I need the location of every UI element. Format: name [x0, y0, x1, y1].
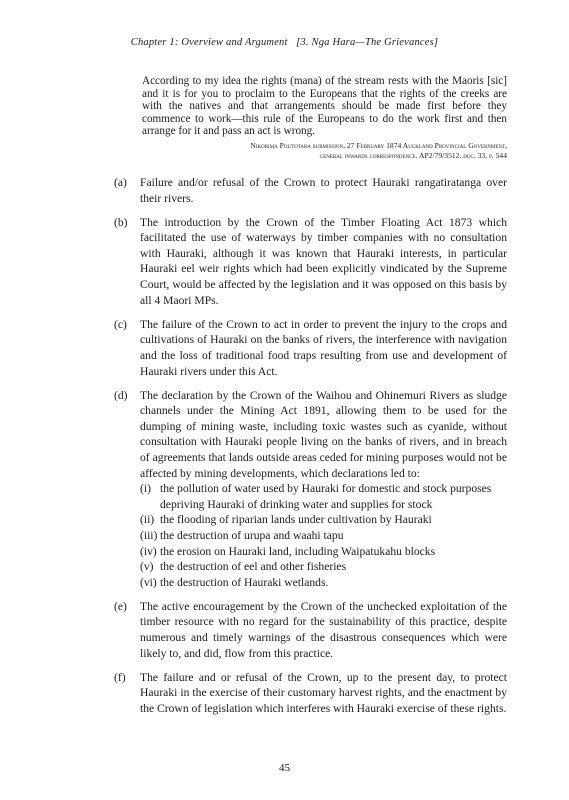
citation-line-2: general inwards correspondence. AP2/79/3512. doc. 33, p. 544 [319, 150, 507, 160]
sub-item [140, 575, 507, 591]
sub-item [140, 544, 507, 560]
sub-item-label: (iv) [140, 544, 157, 558]
sub-item-text: the pollution of water used by Hauraki for domestic and stock purposes depriving Hauraki of drinking water and supplies for stock [160, 482, 492, 511]
sub-list [140, 481, 507, 590]
item-label: (d) [114, 388, 128, 402]
sub-item-label: (v) [140, 560, 154, 574]
sub-item-text: the destruction of Hauraki wetlands. [160, 575, 329, 589]
sub-item-text: the destruction of urupa and waahi tapu [160, 528, 344, 542]
sub-item-label: (iii) [140, 528, 158, 542]
item-text: The failure and or refusal of the Crown, up to the present day, to protect Hauraki in the exercise of their customary harvest rights, and the enactment by the Crown of legislation which interferes with Hauraki exercise of these rights. [140, 670, 507, 715]
sub-item-text: the destruction of eel and other fisheries [160, 560, 347, 574]
list-item-f [114, 670, 507, 717]
list-item-e [114, 599, 507, 661]
item-text: The introduction by the Crown of the Timber Floating Act 1873 which facilitated the use of waterways by timber companies with no consultation with Hauraki, although it was known that Hauraki interests, in particular Hauraki eel weir rights which had been explicitly vindicated by the Supreme Court, would be affected by the legislation and it was opposed on this basis by all 4 Maori MPs. [140, 215, 507, 307]
item-text: The active encouragement by the Crown of the unchecked exploitation of the timber resource with no regard for the sustainability of this practice, despite numerous and timely warnings of the disastrous consequences which were likely to, and did, flow from this practice. [140, 599, 507, 660]
item-label: (b) [114, 215, 128, 229]
section-title: [3. Nga Hara—The Grievances] [296, 37, 439, 48]
item-text: The declaration by the Crown of the Waihou and Ohinemuri Rivers as sludge channels under the Mining Act 1891, allowing them to be used for the dumping of mining waste, including toxic wastes such as cyanide, without consultation with Hauraki people living on the banks of rivers, and in breach of agreements that lands outside areas ceded for mining purposes would not be affected by mining developments, which declarations led to: [140, 388, 507, 480]
citation-line-1: Nikorima Poutotara submission, 27 February 1874 Auckland Provincial Government, [250, 140, 507, 150]
list-item-d [114, 388, 507, 591]
list-item-c [114, 317, 507, 379]
page-number: 45 [279, 762, 290, 774]
item-label: (e) [114, 599, 127, 613]
sub-item-label: (vi) [140, 575, 157, 589]
list-item-b [114, 215, 507, 309]
quote-citation [142, 141, 507, 161]
item-label: (c) [114, 317, 127, 331]
item-text: The failure of the Crown to act in order to prevent the injury to the crops and cultivations of Hauraki on the banks of rivers, the interference with navigation and the loss of traditional food traps resulting from use and development of Hauraki rivers under this Act. [140, 317, 507, 378]
sub-item [140, 559, 507, 575]
list-item-a [114, 175, 507, 206]
quote-text: According to my idea the rights (mana) of the stream rests with the Maoris [sic] and it is for you to proclaim to the Europeans that the rights of the creeks are with the natives and that arrangements should be made first before they commence to work—this rule of the Europeans to do the work first and then arrange for it and pass an act is wrong. [142, 75, 507, 138]
sub-item [140, 512, 507, 528]
item-text: Failure and/or refusal of the Crown to protect Hauraki rangatiratanga over their rivers. [140, 176, 507, 205]
sub-item [140, 528, 507, 544]
grievance-list [114, 175, 507, 725]
sub-item-text: the erosion on Hauraki land, including Waipatukahu blocks [160, 544, 436, 558]
block-quote [142, 75, 507, 161]
sub-item-text: the flooding of riparian lands under cultivation by Hauraki [160, 513, 432, 527]
sub-item-label: (ii) [140, 513, 155, 527]
running-header [0, 37, 569, 48]
item-label: (a) [114, 176, 127, 189]
sub-item [140, 481, 507, 512]
chapter-title: Chapter 1: Overview and Argument [130, 37, 288, 48]
sub-item-label: (i) [140, 482, 151, 496]
item-label: (f) [114, 670, 126, 684]
